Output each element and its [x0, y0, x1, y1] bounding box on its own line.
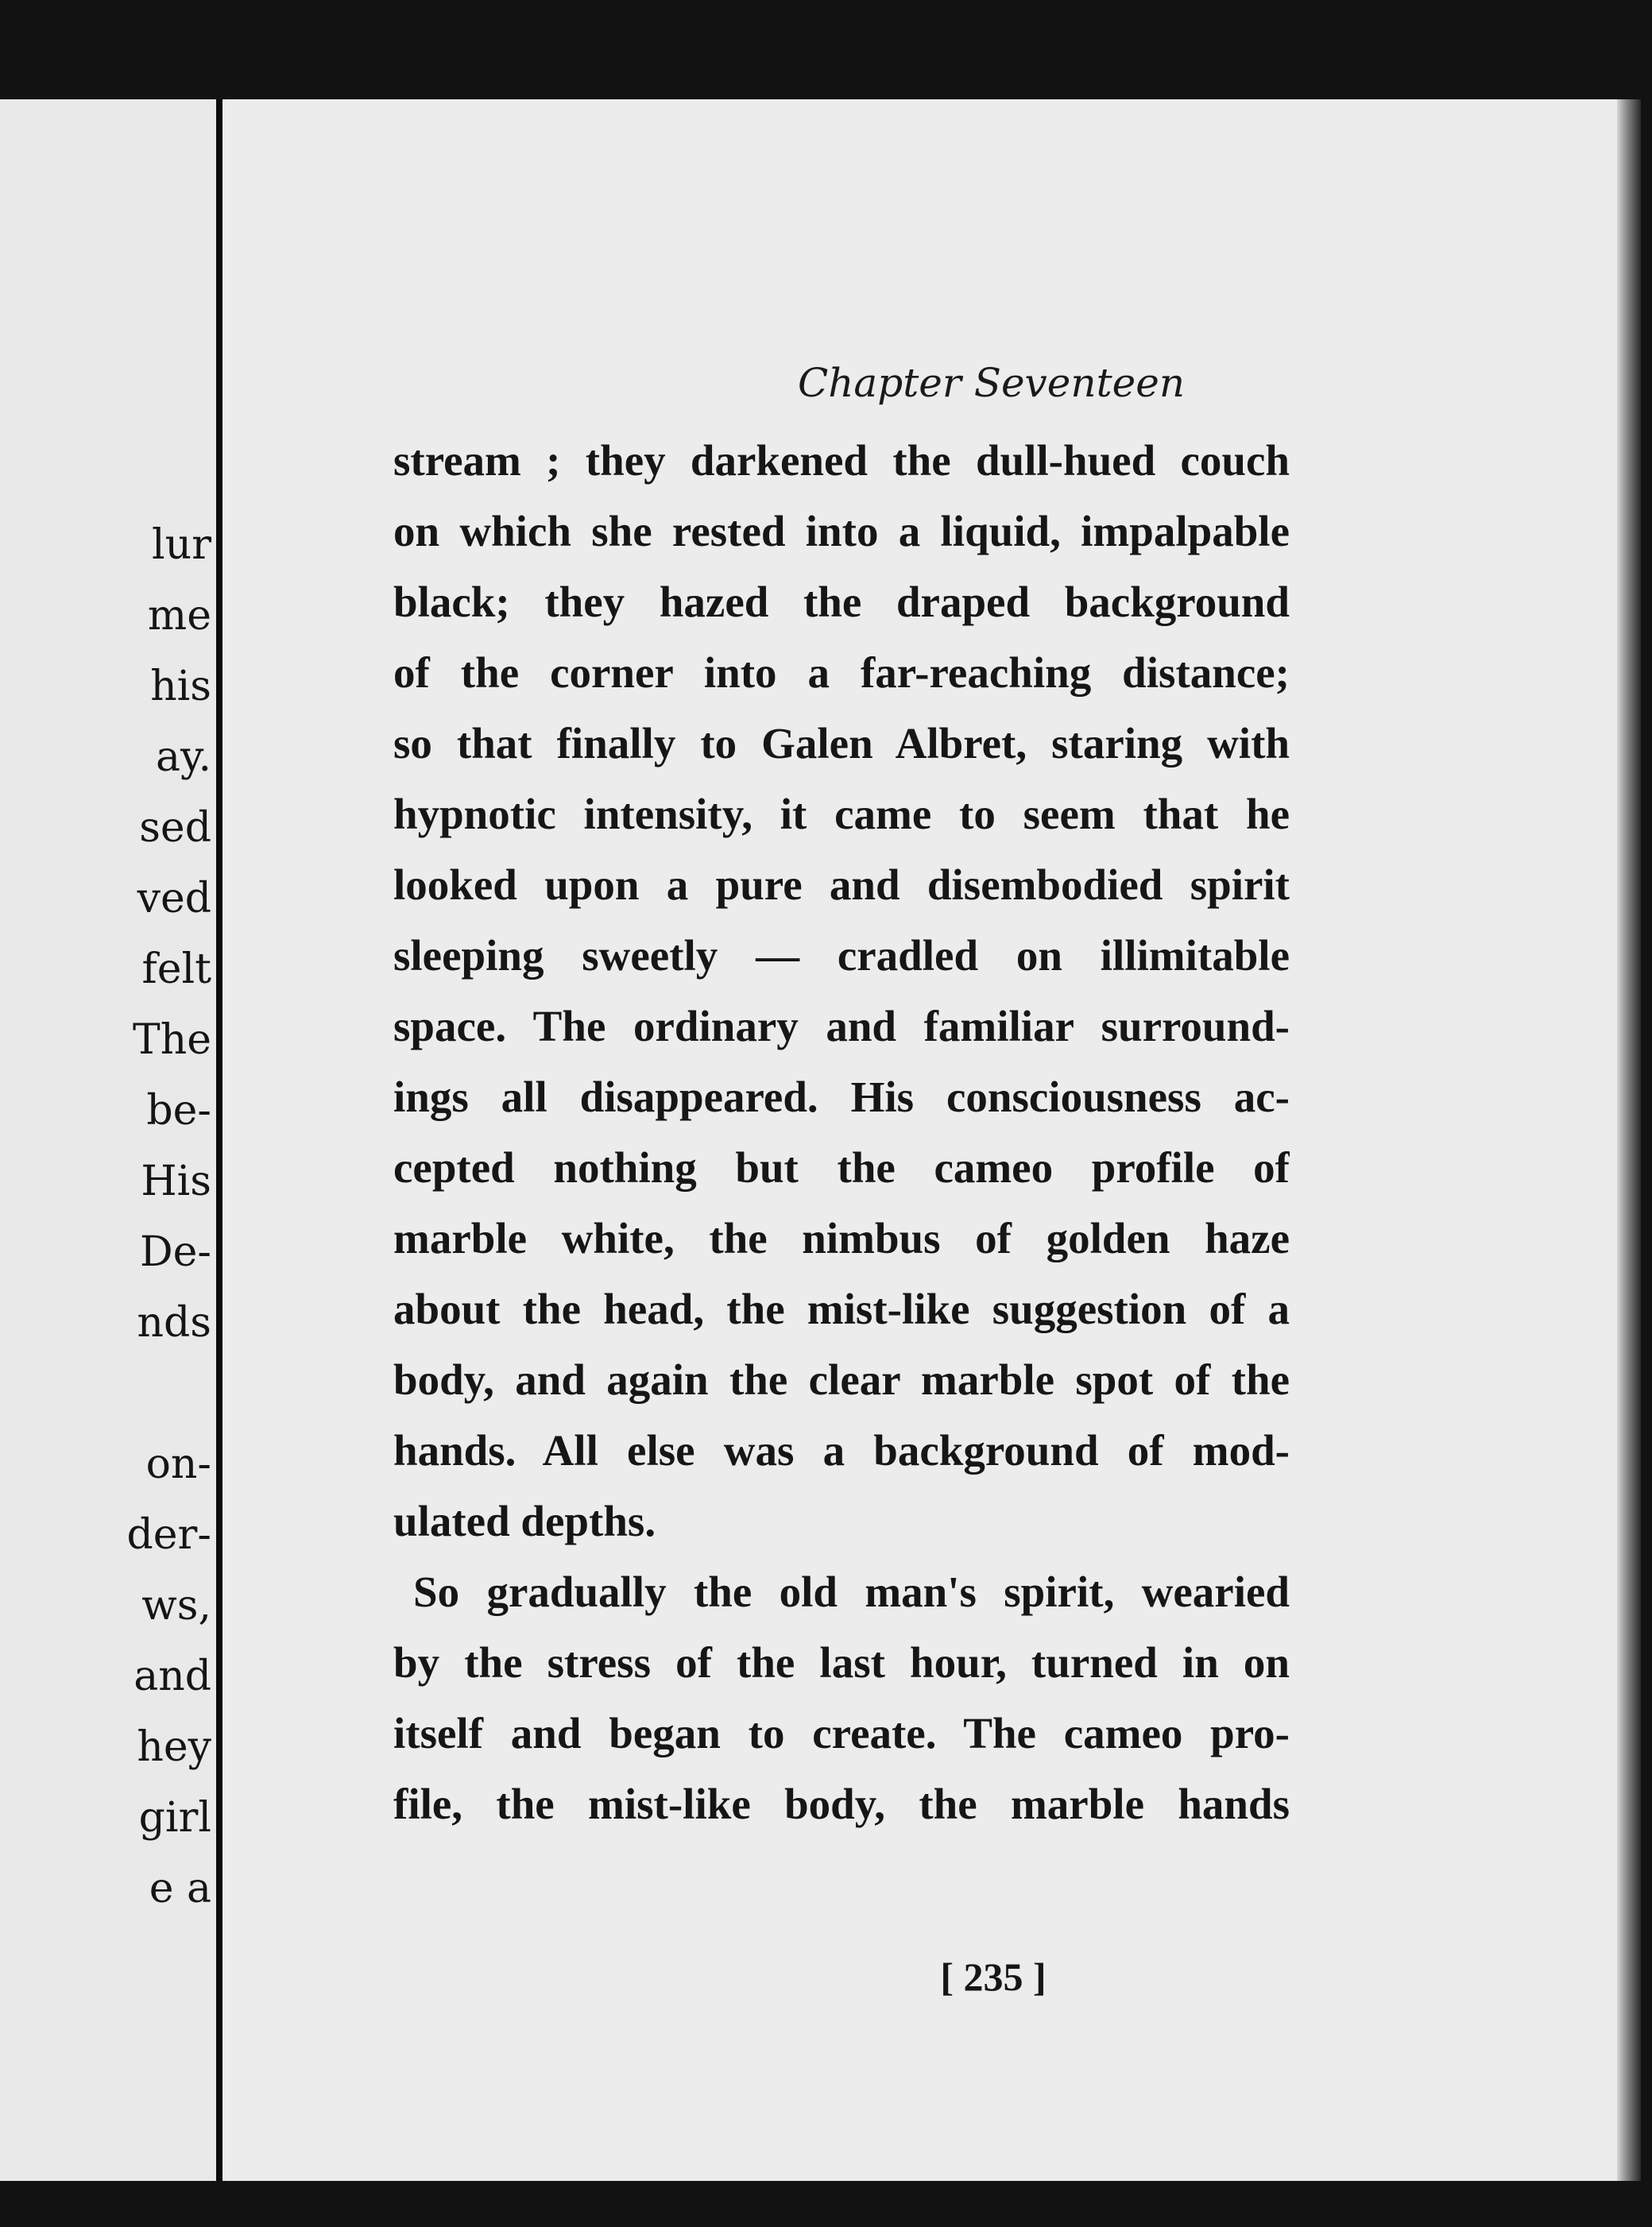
left-page-fragment: on- — [145, 1440, 211, 1488]
page-number: [ 235 ] — [940, 1954, 1047, 1999]
left-page-fragment: me — [147, 592, 211, 640]
text-line: file, the mist-like body, the marble hands — [393, 1780, 1290, 1828]
text-line: cepted nothing but the cameo profile of — [393, 1143, 1290, 1192]
text-line: body, and again the clear marble spot of the — [393, 1355, 1290, 1404]
left-page-fragment: nds — [137, 1299, 211, 1347]
text-line: sleeping sweetly — cradled on illimitable — [393, 931, 1290, 980]
left-page-fragment: e a — [149, 1865, 211, 1912]
left-page-fragment: sed — [139, 804, 211, 852]
page-edge-shadow — [1617, 99, 1641, 2181]
left-page-fragment: ay. — [155, 733, 211, 781]
text-line: stream ; they darkened the dull-hued couch — [393, 436, 1290, 485]
left-page-fragment: and — [133, 1653, 211, 1700]
right-page — [222, 99, 1617, 2181]
text-line: space. The ordinary and familiar surround- — [393, 1002, 1290, 1050]
text-line: ulated depths. — [393, 1497, 656, 1545]
left-page-fragment: ved — [137, 875, 211, 922]
left-page — [0, 99, 216, 2181]
body-text — [393, 425, 1290, 1839]
left-page-fragment: hey — [137, 1723, 211, 1771]
text-line: black; they hazed the draped background — [393, 578, 1290, 626]
text-line: on which she rested into a liquid, impalpable — [393, 507, 1290, 555]
text-line: looked upon a pure and disembodied spirit — [393, 860, 1290, 909]
text-line: about the head, the mist-like suggestion of a — [393, 1285, 1290, 1333]
text-line: so that finally to Galen Albret, staring with — [393, 719, 1290, 767]
left-page-fragment: be- — [146, 1087, 211, 1135]
left-page-fragment: ws, — [141, 1582, 211, 1630]
text-line: So gradually the old man's spirit, wearied — [413, 1568, 1290, 1616]
running-head: Chapter Seventeen — [797, 360, 1186, 406]
text-line: hypnotic intensity, it came to seem that he — [393, 790, 1290, 838]
left-page-fragment: felt — [141, 945, 211, 993]
left-page-fragment: De- — [139, 1228, 211, 1276]
text-line: of the corner into a far-reaching distance; — [393, 648, 1290, 697]
left-page-fragment: der- — [126, 1511, 211, 1559]
left-page-fragment: lur — [152, 521, 211, 569]
left-page-fragment: his — [150, 663, 211, 710]
text-line: itself and began to create. The cameo pro- — [393, 1709, 1290, 1757]
text-line: by the stress of the last hour, turned in on — [393, 1638, 1290, 1687]
left-page-fragment: girl — [138, 1794, 211, 1842]
text-line: marble white, the nimbus of golden haze — [393, 1214, 1290, 1262]
page-gutter — [216, 99, 222, 2181]
text-line: ings all disappeared. His consciousness ac- — [393, 1073, 1290, 1121]
left-page-fragment: His — [141, 1158, 211, 1205]
left-page-fragment: The — [133, 1016, 211, 1064]
text-line: hands. All else was a background of mod- — [393, 1426, 1290, 1475]
